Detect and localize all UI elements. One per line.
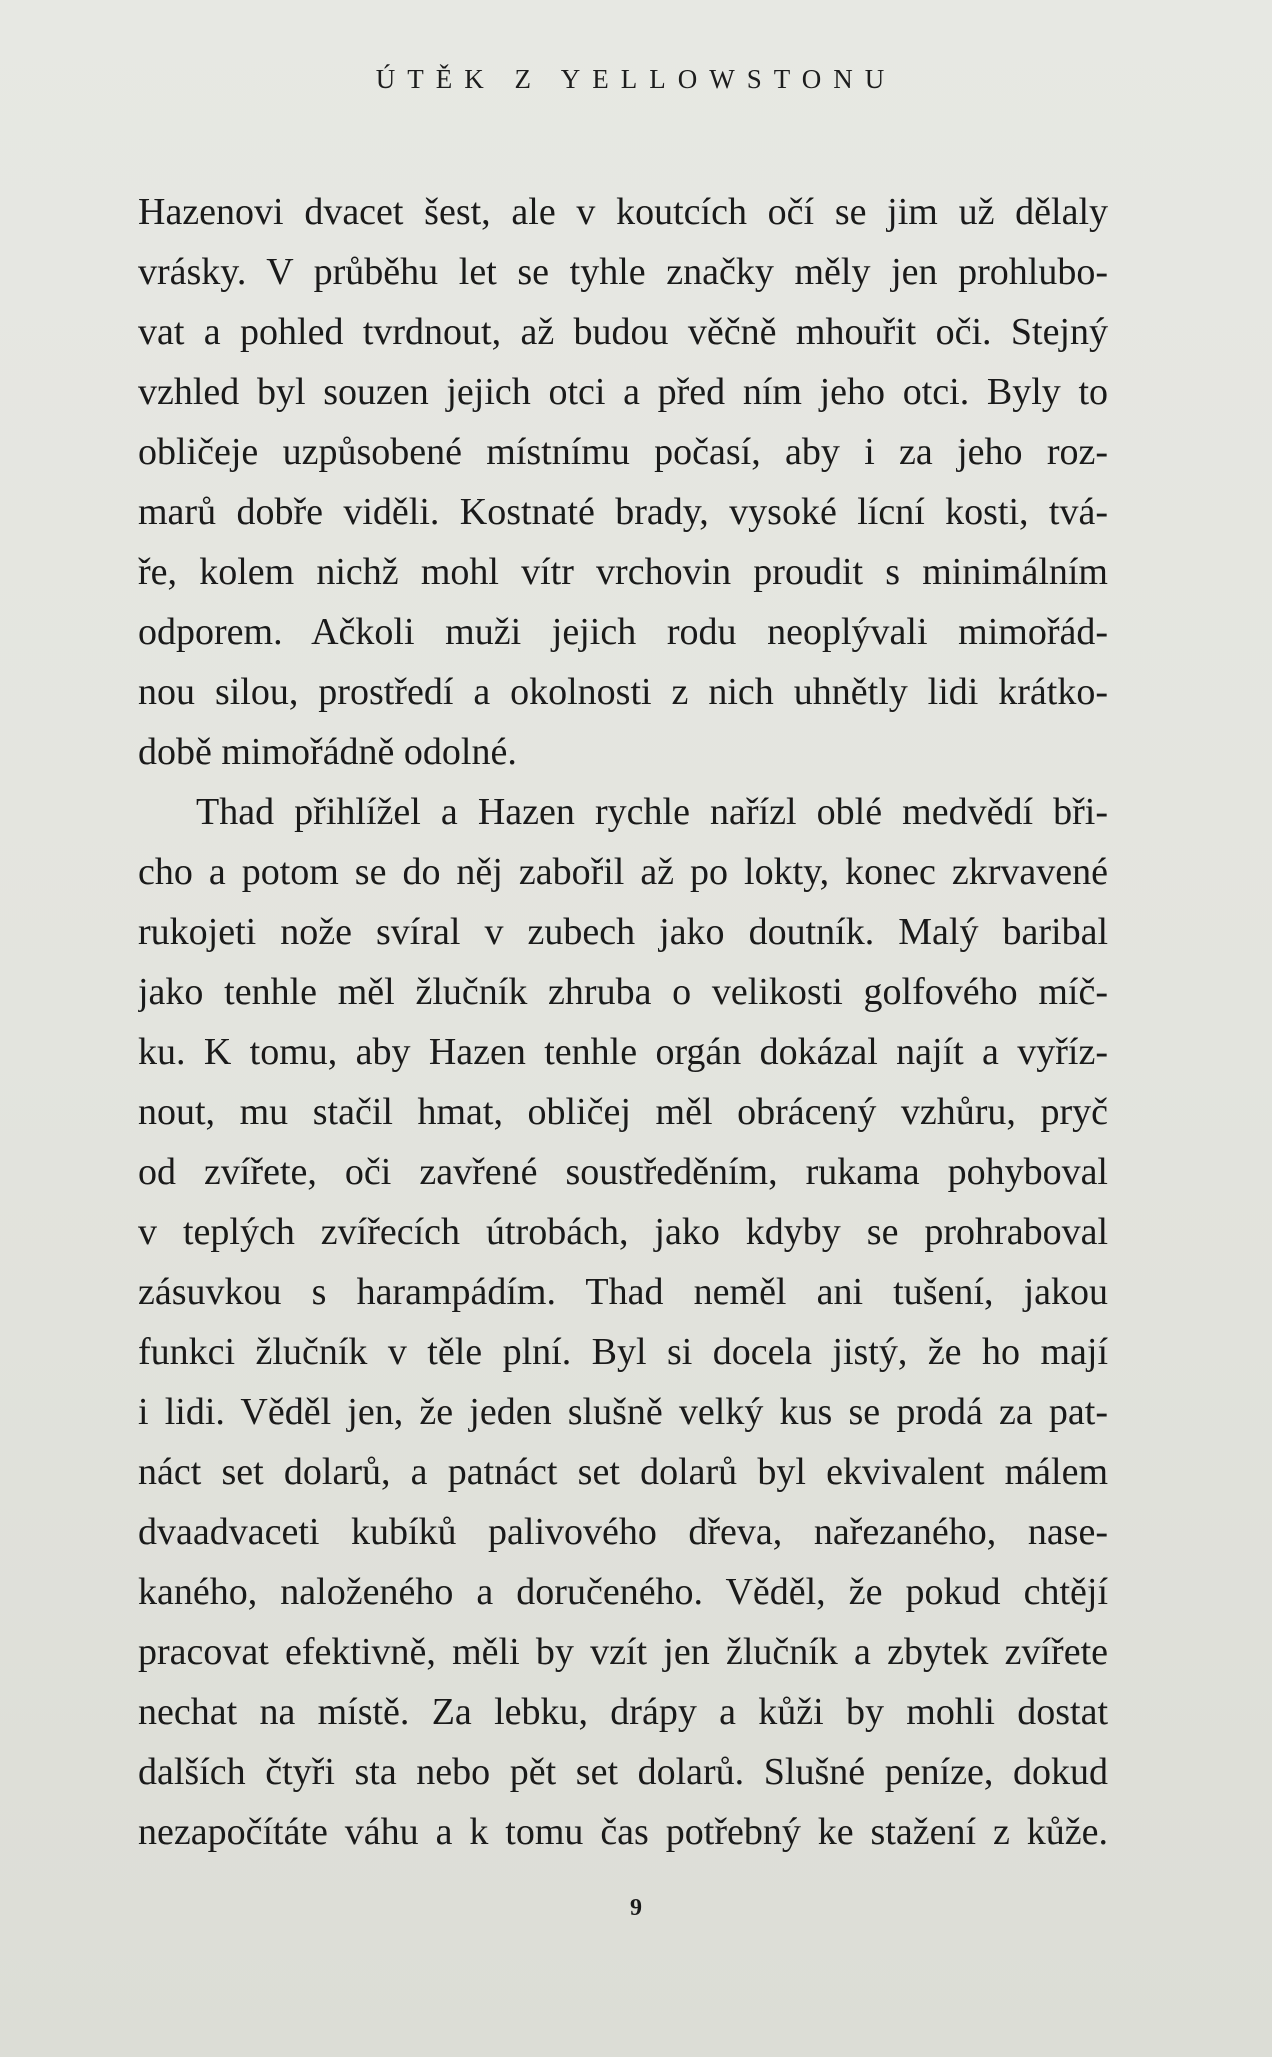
text-line: nou silou, prostředí a okolnosti z nich uhnětly lidi krátko- bbox=[138, 671, 1108, 713]
running-header: ÚTĚK Z YELLOWSTONU bbox=[375, 64, 897, 94]
text-line: náct set dolarů, a patnáct set dolarů byl ekvivalent málem bbox=[138, 1451, 1108, 1493]
text-line: i lidi. Věděl jen, že jeden slušně velký kus se prodá za pat- bbox=[138, 1391, 1108, 1433]
text-line: dalších čtyři sta nebo pět set dolarů. Slušné peníze, dokud bbox=[138, 1751, 1108, 1793]
text-line: zásuvkou s harampádím. Thad neměl ani tušení, jakou bbox=[138, 1271, 1108, 1313]
text-line: ře, kolem nichž mohl vítr vrchovin proudit s minimálním bbox=[138, 551, 1108, 593]
text-line: od zvířete, oči zavřené soustředěním, rukama pohyboval bbox=[138, 1151, 1108, 1193]
body-text bbox=[138, 182, 1108, 1862]
text-line: Thad přihlížel a Hazen rychle nařízl oblé medvědí bři- bbox=[196, 791, 1108, 833]
text-line: vat a pohled tvrdnout, až budou věčně mhouřit oči. Stejný bbox=[138, 311, 1108, 353]
page-number: 9 bbox=[630, 1895, 642, 1921]
text-line: době mimořádně odolné. bbox=[138, 731, 517, 773]
text-line: v teplých zvířecích útrobách, jako kdyby se prohraboval bbox=[138, 1211, 1108, 1253]
text-line: obličeje uzpůsobené místnímu počasí, aby i za jeho roz- bbox=[138, 431, 1108, 473]
text-line: vzhled byl souzen jejich otci a před ním jeho otci. Byly to bbox=[138, 371, 1108, 413]
text-line: jako tenhle měl žlučník zhruba o velikosti golfového míč- bbox=[138, 971, 1108, 1013]
text-line: marů dobře viděli. Kostnaté brady, vysoké lícní kosti, tvá- bbox=[138, 491, 1108, 533]
text-line: nout, mu stačil hmat, obličej měl obrácený vzhůru, pryč bbox=[138, 1091, 1108, 1133]
text-line: vrásky. V průběhu let se tyhle značky měly jen prohlubo- bbox=[138, 251, 1108, 293]
text-line: nechat na místě. Za lebku, drápy a kůži by mohli dostat bbox=[138, 1691, 1108, 1733]
text-line: odporem. Ačkoli muži jejich rodu neoplývali mimořád- bbox=[138, 611, 1108, 653]
text-line: rukojeti nože svíral v zubech jako doutník. Malý baribal bbox=[138, 911, 1108, 953]
text-line: nezapočítáte váhu a k tomu čas potřebný ke stažení z kůže. bbox=[138, 1811, 1108, 1853]
paragraph-1 bbox=[138, 182, 1108, 782]
text-line: ku. K tomu, aby Hazen tenhle orgán dokázal najít a vyříz- bbox=[138, 1031, 1108, 1073]
text-line: Hazenovi dvacet šest, ale v koutcích očí se jim už dělaly bbox=[138, 191, 1108, 233]
text-line: dvaadvaceti kubíků palivového dřeva, nařezaného, nase- bbox=[138, 1511, 1108, 1553]
paragraph-2 bbox=[138, 782, 1108, 1862]
text-line: kaného, naloženého a doručeného. Věděl, že pokud chtějí bbox=[138, 1571, 1108, 1613]
text-line: pracovat efektivně, měli by vzít jen žlučník a zbytek zvířete bbox=[138, 1631, 1108, 1673]
text-line: funkci žlučník v těle plní. Byl si docela jistý, že ho mají bbox=[138, 1331, 1108, 1373]
text-line: cho a potom se do něj zabořil až po lokty, konec zkrvavené bbox=[138, 851, 1108, 893]
